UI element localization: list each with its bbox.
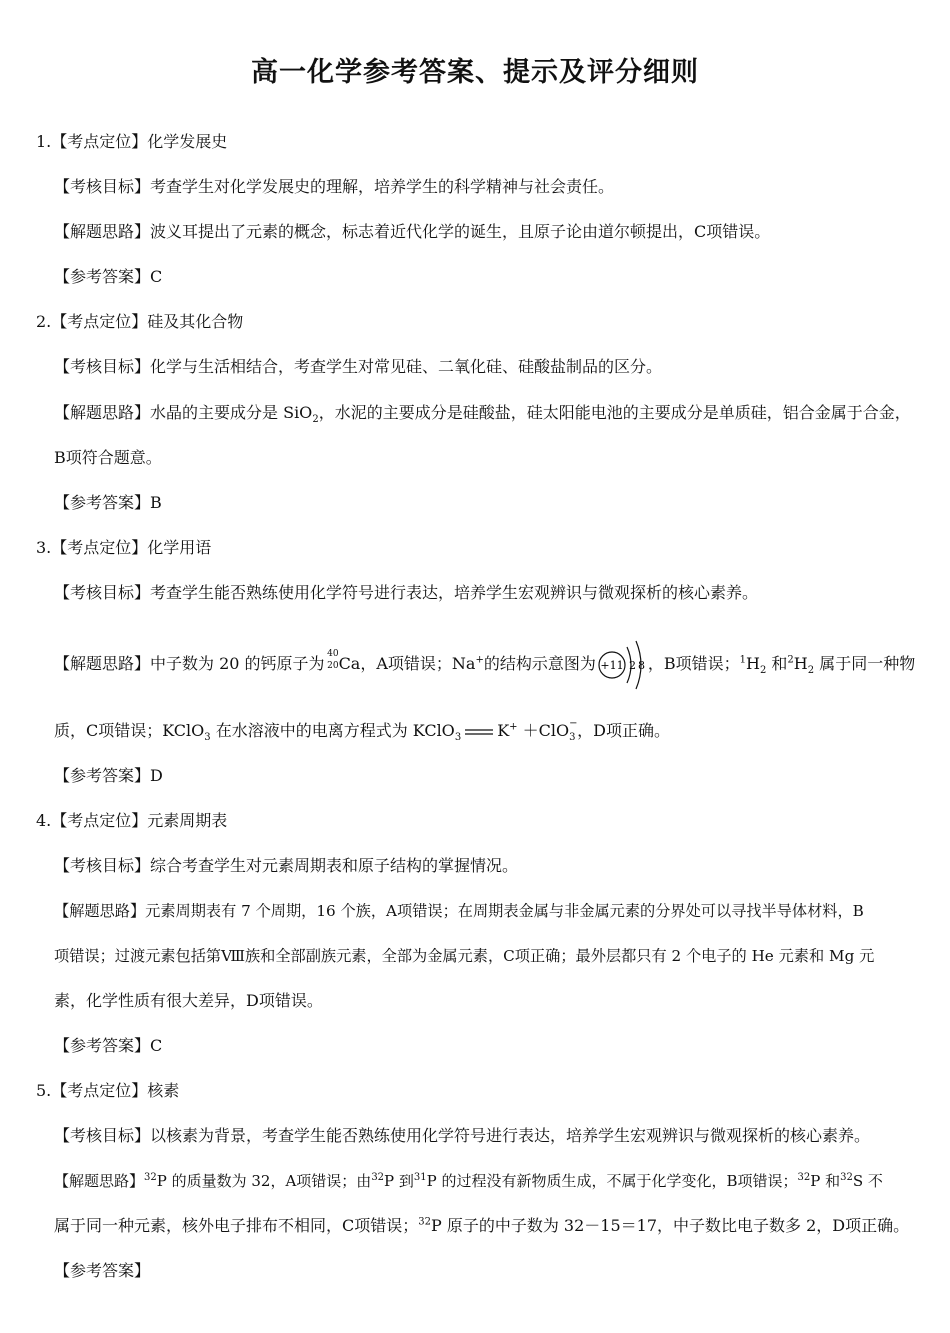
clo3-charge: −	[569, 718, 578, 729]
q5-idea-text: P 的质量数为 32，A项错误；由	[156, 1172, 372, 1190]
q3-answer-tag: 【参考答案】	[54, 766, 151, 785]
p31-mass-number: 31	[413, 1172, 427, 1183]
page-title: 高一化学参考答案、提示及评分细则	[251, 57, 699, 88]
q3-answer: D	[150, 766, 163, 785]
q3-number: 3.	[36, 538, 52, 557]
q5-point-tag: 【考点定位】	[51, 1081, 148, 1100]
q2-point: 硅及其化合物	[147, 312, 244, 331]
q2-number: 2.	[36, 312, 52, 331]
q3-idea-text-4: ，B项错误；	[647, 654, 740, 673]
q1-point: 化学发展史	[147, 132, 228, 151]
q4-goal-tag: 【考核目标】	[54, 856, 151, 875]
ca-atomic-number: 20	[327, 660, 339, 671]
k-ion: K	[497, 721, 510, 740]
q3-goal-line	[54, 582, 758, 604]
clo3-ion: ＋ClO	[517, 721, 570, 740]
q3-idea-text-7: 在水溶液中的电离方程式为 KClO	[210, 721, 455, 740]
q4-answer-line	[54, 1035, 162, 1057]
q5-answer-line	[54, 1260, 150, 1282]
q5-idea-text-3: P 的过程没有新物质生成，不属于化学变化，B项错误；	[426, 1172, 798, 1190]
q3-goal-tag: 【考核目标】	[54, 583, 151, 602]
kclo3-subscript-2: 3	[454, 732, 462, 744]
q2-idea-text-2: ，水泥的主要成分是硅酸盐，硅太阳能电池的主要成分是单质硅，铝合金属于合金，	[318, 403, 911, 422]
q4-point: 元素周期表	[147, 811, 228, 830]
h-subscript-2: 2	[807, 665, 815, 677]
clo3-subscript: 3	[569, 732, 576, 743]
q2-idea-cont-line	[54, 447, 162, 469]
q1-goal-tag: 【考核目标】	[54, 177, 151, 196]
s32-mass-number: 32	[840, 1172, 853, 1183]
ca-mass-number: 40	[327, 648, 339, 659]
q4-idea-tag: 【解题思路】	[54, 902, 146, 920]
q1-idea-line	[54, 221, 770, 243]
q5-goal-tag: 【考核目标】	[54, 1126, 151, 1145]
q3-idea-text: 中子数为 20 的钙原子为	[150, 654, 325, 673]
k-charge: +	[509, 721, 518, 733]
q5-goal-line	[54, 1125, 870, 1147]
q5-idea-tag: 【解题思路】	[54, 1172, 145, 1190]
q4-point-tag: 【考点定位】	[51, 811, 148, 830]
q4-idea-line-3	[54, 990, 323, 1012]
q4-idea-text: 元素周期表有 7 个周期，16 个族，A项错误；在周期表金属与非金属元素的分界处可以寻找半导体材料，B	[145, 902, 864, 920]
q2-point-tag: 【考点定位】	[51, 312, 148, 331]
q5-point: 核素	[147, 1081, 180, 1100]
q4-number: 4.	[36, 811, 52, 830]
q2-answer-tag: 【参考答案】	[54, 493, 151, 512]
q2-idea-text-3: B项符合题意。	[54, 448, 162, 467]
q4-idea-line-2	[54, 945, 874, 967]
q5-idea-line	[54, 1170, 883, 1192]
na-ion-structure-diagram	[598, 637, 646, 693]
h1-mass-number: 1	[739, 654, 746, 666]
q4-idea-line	[54, 900, 864, 922]
q5-idea-text-5: S 不	[852, 1172, 883, 1190]
q3-point: 化学用语	[147, 538, 212, 557]
q5-idea-text-7: P 原子的中子数为 32－15＝17，中子数比电子数多 2，D项正确。	[430, 1216, 910, 1235]
q3-point-line	[36, 537, 211, 559]
q3-answer-line	[54, 765, 163, 787]
q2-goal: 化学与生活相结合，考查学生对常见硅、二氧化硅、硅酸盐制品的区分。	[150, 357, 663, 376]
q4-idea-text-3: 素，化学性质有很大差异，D项错误。	[54, 991, 323, 1010]
q3-idea-text-2: Ca，A项错误；Na	[338, 654, 476, 673]
shell2-electrons: 8	[637, 658, 645, 672]
q1-answer-line	[54, 266, 162, 288]
kclo3-subscript: 3	[204, 732, 211, 744]
q1-point-tag: 【考点定位】	[51, 132, 148, 151]
h-subscript: 2	[759, 665, 767, 677]
q2-idea-line	[54, 402, 911, 424]
q2-goal-line	[54, 356, 662, 378]
q5-goal: 以核素为背景，考查学生能否熟练使用化学符号进行表达，培养学生宏观辨识与微观探析的核心素养。	[150, 1126, 871, 1145]
q2-answer: B	[150, 493, 162, 512]
q3-idea-tag: 【解题思路】	[54, 654, 151, 673]
equation-double-line	[465, 728, 493, 736]
p32-mass-number: 32	[144, 1172, 157, 1183]
q5-answer-tag: 【参考答案】	[54, 1261, 151, 1280]
q3-idea-text-3: 的结构示意图为	[483, 654, 596, 673]
q2-answer-line	[54, 492, 162, 514]
q5-idea-line-2	[54, 1215, 909, 1237]
p32-mass-number-2: 32	[371, 1172, 385, 1183]
q3-idea-cont-line	[54, 720, 670, 742]
q1-answer: C	[150, 267, 163, 286]
q5-idea-text-2: P 到	[384, 1172, 414, 1190]
q5-idea-text-4: P 和	[810, 1172, 841, 1190]
clo3-indices	[569, 720, 577, 742]
q1-answer-tag: 【参考答案】	[54, 267, 151, 286]
q4-answer-tag: 【参考答案】	[54, 1036, 151, 1055]
q2-sio2-subscript: 2	[312, 414, 319, 426]
q3-goal: 考查学生能否熟练使用化学符号进行表达，培养学生宏观辨识与微观探析的核心素养。	[150, 583, 759, 602]
nucleus-charge: +11	[600, 658, 624, 672]
q1-number: 1.	[36, 132, 52, 151]
ca-isotope-label	[325, 648, 339, 673]
q4-goal-line	[54, 855, 518, 877]
h2-mass-number: 2	[787, 654, 794, 666]
q1-idea: 波义耳提出了元素的概念，标志着近代化学的诞生，且原子论由道尔顿提出，C项错误。	[150, 222, 771, 241]
h-symbol-2: H	[793, 654, 808, 673]
q3-idea-text-5: 属于同一种物	[814, 654, 916, 673]
q2-idea-text: 水晶的主要成分是 SiO	[150, 403, 313, 422]
na-charge: +	[475, 654, 484, 666]
q5-idea-text-6: 属于同一种元素，核外电子排布不相同，C项错误；	[54, 1216, 419, 1235]
p32-mass-number-4: 32	[418, 1216, 431, 1228]
q1-goal-line	[54, 176, 614, 198]
q1-point-line	[36, 131, 227, 153]
q4-goal: 综合考查学生对元素周期表和原子结构的掌握情况。	[150, 856, 519, 875]
q3-idea-and: 和	[766, 654, 788, 673]
shell1-electrons: 2	[628, 658, 636, 672]
q2-goal-tag: 【考核目标】	[54, 357, 151, 376]
q2-point-line	[36, 311, 243, 333]
q4-idea-text-2: 项错误；过渡元素包括第Ⅷ族和全部副族元素，全部为金属元素，C项正确；最外层都只有 2 个电子的 He 元素和 Mg 元	[54, 947, 875, 965]
q3-idea-line	[54, 636, 915, 692]
q3-idea-text-8: ，D项正确。	[577, 721, 670, 740]
q4-point-line	[36, 810, 227, 832]
q1-idea-tag: 【解题思路】	[54, 222, 151, 241]
q1-goal: 考查学生对化学发展史的理解，培养学生的科学精神与社会责任。	[150, 177, 615, 196]
q3-point-tag: 【考点定位】	[51, 538, 148, 557]
q3-idea-text-6: 质，C项错误；KClO	[54, 721, 205, 740]
h-symbol: H	[746, 654, 760, 673]
q5-number: 5.	[36, 1081, 52, 1100]
q2-idea-tag: 【解题思路】	[54, 403, 151, 422]
q4-answer: C	[150, 1036, 163, 1055]
q5-point-line	[36, 1080, 179, 1102]
p32-mass-number-3: 32	[797, 1172, 811, 1183]
